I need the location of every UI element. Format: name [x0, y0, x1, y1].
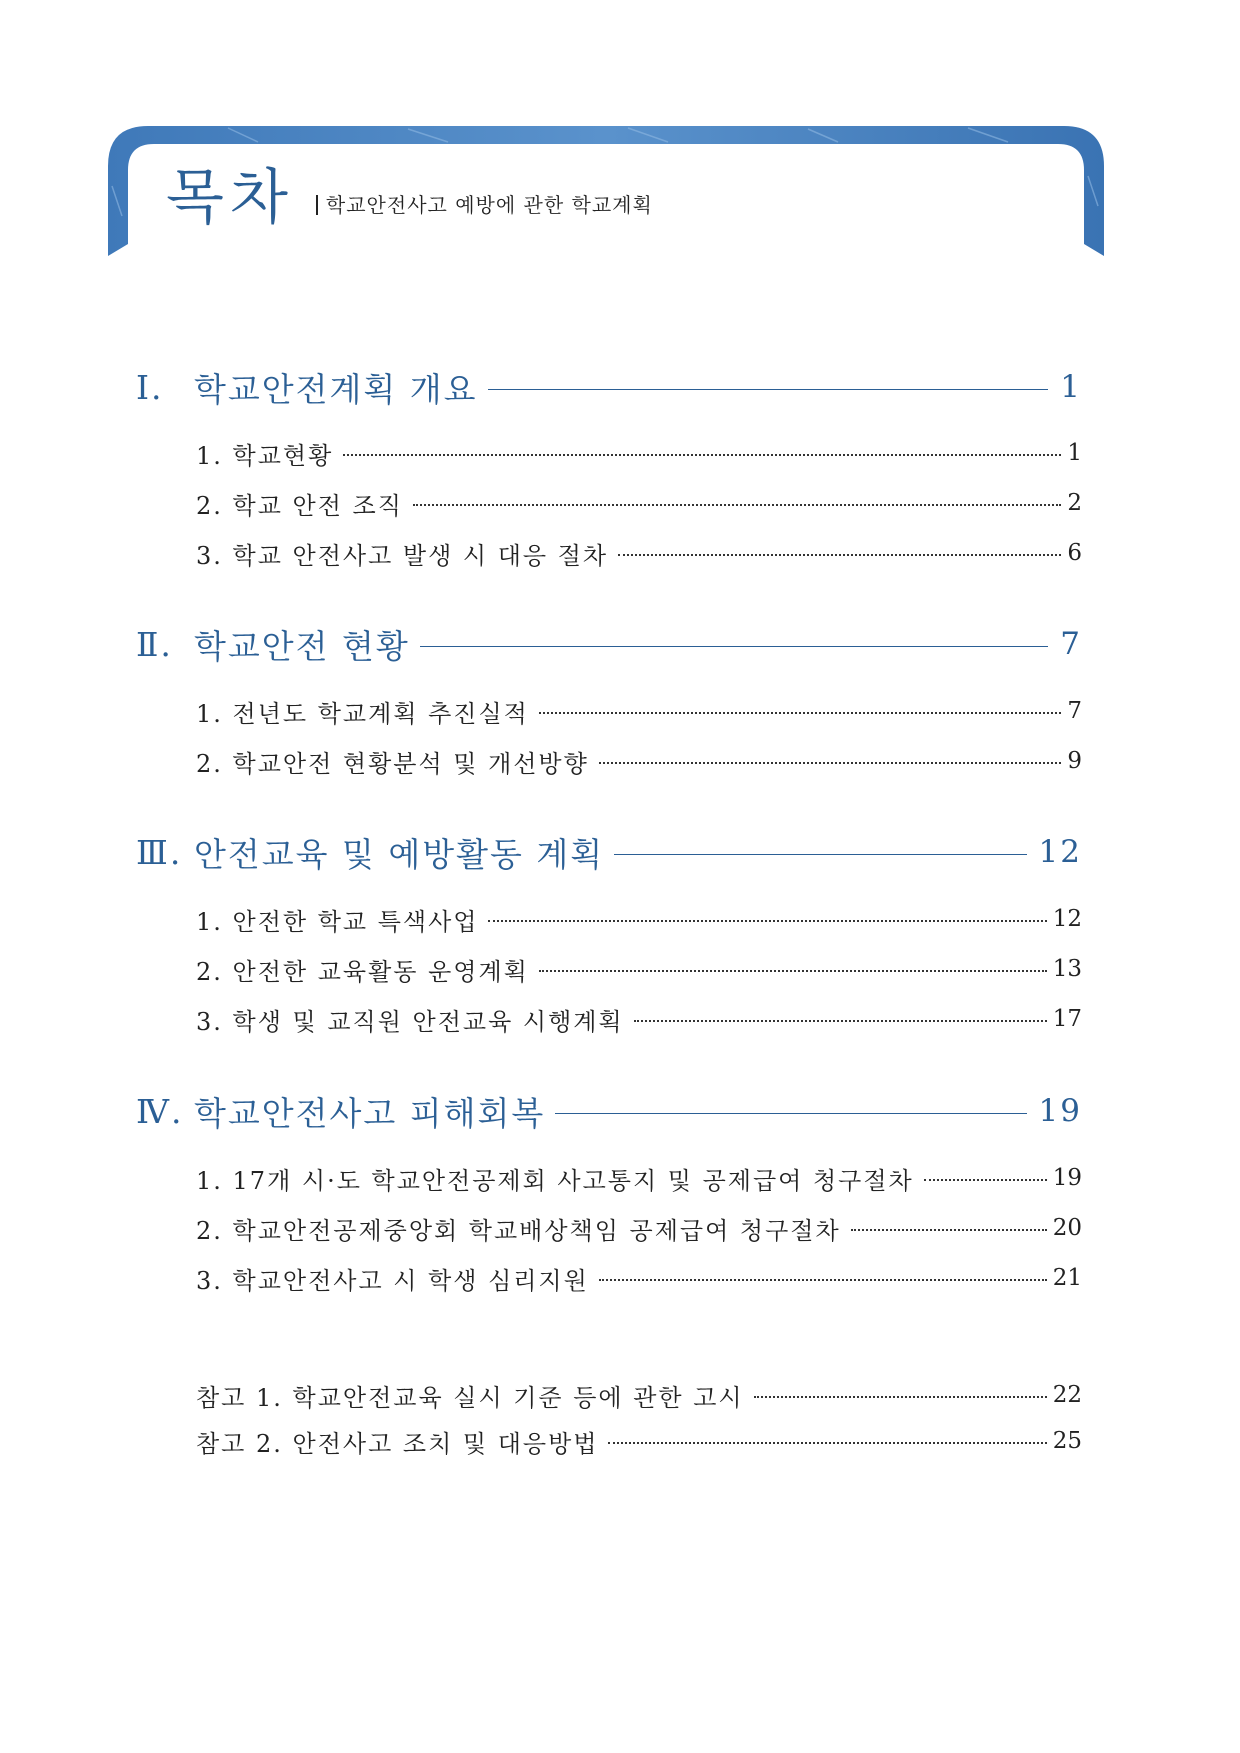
dot-leader [539, 970, 1047, 972]
section-numeral: Ⅲ. [136, 832, 183, 872]
toc-item-label: 2. 안전한 교육활동 운영계획 [196, 957, 529, 986]
toc-item[interactable] [196, 902, 1082, 936]
section-leader-line [420, 646, 1049, 647]
toc-section-3 [136, 830, 1082, 1036]
section-page-number: 19 [1038, 1093, 1082, 1129]
toc-item-page: 19 [1052, 1165, 1082, 1191]
section-title: 안전교육 및 예방활동 계획 [194, 834, 605, 874]
toc-item-page: 21 [1052, 1265, 1082, 1291]
toc-item-page: 12 [1052, 906, 1082, 932]
section-leader-line [614, 854, 1026, 855]
toc-item-label: 3. 학생 및 교직원 안전교육 시행계획 [196, 1007, 624, 1036]
toc-item-label: 1. 17개 시·도 학교안전공제회 사고통지 및 공제급여 청구절차 [196, 1166, 914, 1195]
toc-section-1 [136, 365, 1082, 570]
toc-item-page: 20 [1052, 1215, 1082, 1241]
toc-reference[interactable] [196, 1378, 1082, 1412]
subtitle-text: 학교안전사고 예방에 관한 학교계획 [325, 193, 653, 217]
section-leader-line [555, 1113, 1026, 1114]
toc-item-page: 13 [1052, 956, 1082, 982]
dot-leader [754, 1396, 1047, 1398]
reference-page: 22 [1052, 1382, 1082, 1408]
section-page-number: 7 [1060, 626, 1082, 662]
toc-section-2 [136, 622, 1082, 778]
toc-item[interactable] [196, 744, 1082, 778]
header-title-group [166, 163, 653, 233]
toc-item[interactable] [196, 1211, 1082, 1245]
dot-leader [608, 1442, 1046, 1444]
dot-leader [599, 1279, 1047, 1281]
dot-leader [924, 1179, 1047, 1181]
reference-page: 25 [1052, 1428, 1082, 1454]
dot-leader [539, 712, 1062, 714]
toc-item-page: 6 [1067, 540, 1082, 566]
toc-item-page: 1 [1067, 440, 1082, 466]
toc-item[interactable] [196, 694, 1082, 728]
toc-item-label: 2. 학교 안전 조직 [196, 491, 403, 520]
toc-header [108, 126, 1104, 256]
reference-label: 참고 2. 안전사고 조치 및 대응방법 [196, 1429, 599, 1458]
section-numeral: Ⅳ. [136, 1091, 184, 1131]
dot-leader [488, 920, 1046, 922]
toc-item[interactable] [196, 1002, 1082, 1036]
toc-section-4 [136, 1089, 1082, 1295]
section-heading[interactable] [136, 622, 1082, 666]
dot-leader [851, 1229, 1047, 1231]
dot-leader [413, 504, 1061, 506]
toc-item-page: 9 [1067, 748, 1082, 774]
subtitle-divider [316, 195, 318, 215]
dot-leader [618, 554, 1061, 556]
toc-item-page: 2 [1067, 490, 1082, 516]
toc-item[interactable] [196, 1261, 1082, 1295]
section-page-number: 1 [1060, 369, 1082, 405]
page-subtitle [316, 189, 653, 218]
toc-item[interactable] [196, 1161, 1082, 1195]
toc-item-label: 2. 학교안전 현황분석 및 개선방향 [196, 749, 589, 778]
section-heading[interactable] [136, 1089, 1082, 1133]
page-title: 목차 [166, 163, 294, 233]
toc-item-page: 17 [1052, 1006, 1082, 1032]
toc-item[interactable] [196, 436, 1082, 470]
toc-item[interactable] [196, 536, 1082, 570]
section-title: 학교안전 현황 [194, 626, 410, 666]
section-heading[interactable] [136, 830, 1082, 874]
section-title: 학교안전사고 피해회복 [194, 1093, 546, 1133]
toc-item-label: 1. 안전한 학교 특색사업 [196, 907, 479, 936]
section-title: 학교안전계획 개요 [194, 369, 478, 409]
toc-item[interactable] [196, 952, 1082, 986]
section-numeral: Ⅰ. [136, 367, 164, 407]
section-numeral: Ⅱ. [136, 624, 173, 664]
toc-reference[interactable] [196, 1424, 1082, 1458]
dot-leader [599, 762, 1062, 764]
toc-item-label: 3. 학교안전사고 시 학생 심리지원 [196, 1266, 589, 1295]
dot-leader [634, 1020, 1047, 1022]
dot-leader [343, 454, 1061, 456]
reference-label: 참고 1. 학교안전교육 실시 기준 등에 관한 고시 [196, 1383, 744, 1412]
section-leader-line [488, 389, 1049, 390]
toc-item-label: 2. 학교안전공제중앙회 학교배상책임 공제급여 청구절차 [196, 1216, 841, 1245]
toc-item-label: 3. 학교 안전사고 발생 시 대응 절차 [196, 541, 609, 570]
toc-item[interactable] [196, 486, 1082, 520]
section-page-number: 12 [1038, 834, 1082, 870]
toc-item-label: 1. 학교현황 [196, 441, 334, 470]
section-heading[interactable] [136, 365, 1082, 409]
toc-item-page: 7 [1067, 698, 1082, 724]
toc-item-label: 1. 전년도 학교계획 추진실적 [196, 699, 529, 728]
